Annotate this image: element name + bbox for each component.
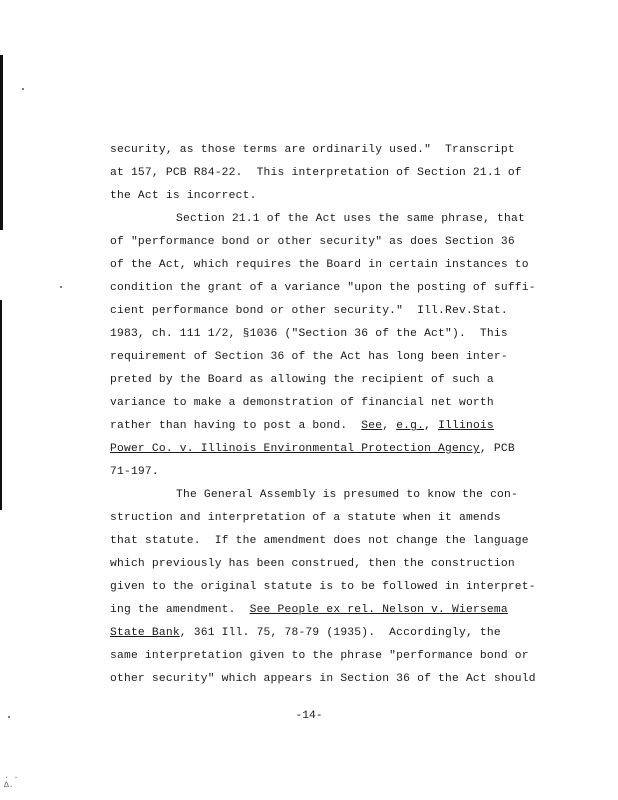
scan-speck <box>22 88 24 90</box>
text-line <box>110 346 510 369</box>
line-text: Section 21.1 of the Act uses the same phrase, that <box>176 213 525 225</box>
line-text: cient performance bond or other security." Ill.Rev.Stat. <box>110 305 508 317</box>
document-body <box>110 139 536 691</box>
text-line <box>110 438 515 461</box>
citation-text: Power Co. v. Illinois Environmental Protection Agency <box>110 443 480 455</box>
page-number: -14- <box>295 710 323 722</box>
line-text: struction and interpretation of a statute when it amends <box>110 512 501 524</box>
text-line <box>110 553 515 576</box>
citation-text: See <box>361 420 383 432</box>
text-line <box>110 254 529 277</box>
line-text: same interpretation given to the phrase "performance bond or <box>110 650 529 662</box>
scan-speck <box>60 286 62 288</box>
text-line <box>110 461 510 484</box>
text-line <box>110 599 510 622</box>
line-text: The General Assembly is presumed to know the con- <box>176 489 518 501</box>
text-line <box>110 392 510 415</box>
text-line <box>110 300 510 323</box>
citation-text: Illinois <box>438 420 494 432</box>
line-text: security, as those terms are ordinarily used." Transcript <box>110 144 515 156</box>
scan-edge-shadow <box>0 55 3 230</box>
text-line <box>110 622 510 645</box>
line-text: of the Act, which requires the Board in certain instances to <box>110 259 529 271</box>
text-line <box>110 415 510 438</box>
line-text: requirement of Section 36 of the Act has long been inter- <box>110 351 508 363</box>
line-text: , 361 Ill. 75, 78-79 (1935). Accordingly, the <box>179 627 501 639</box>
text-line <box>110 530 529 553</box>
line-text: that statute. If the amendment does not change the language <box>110 535 529 547</box>
line-text: 71-197. <box>110 466 159 478</box>
text-line <box>110 484 518 507</box>
line-text: the Act is incorrect. <box>110 190 257 202</box>
line-text: which previously has been construed, then the construction <box>110 558 515 570</box>
text-line <box>110 645 529 668</box>
text-line <box>110 323 510 346</box>
paragraph <box>110 208 536 484</box>
text-line <box>110 507 510 530</box>
text-line <box>110 576 536 599</box>
text-line <box>110 208 525 231</box>
line-text: condition the grant of a variance "upon the posting of suffi- <box>110 282 536 294</box>
text-line <box>110 231 515 254</box>
citation-text: e.g. <box>396 420 425 432</box>
scan-edge-shadow <box>0 300 2 510</box>
line-text: ing the amendment. <box>110 604 250 616</box>
line-text: , PCB <box>479 443 515 455</box>
line-text: 1983, ch. 111 1/2, §1036 ("Section 36 of the Act"). This <box>110 328 508 340</box>
line-text: given to the original statute is to be followed in interpret- <box>110 581 536 593</box>
line-text: , <box>382 420 397 432</box>
paragraph <box>110 484 536 691</box>
text-line <box>110 369 510 392</box>
line-text: rather than having to post a bond. <box>110 420 362 432</box>
paragraph <box>110 139 522 208</box>
text-line <box>110 139 515 162</box>
scan-corner-mark: . . Δ. <box>4 772 19 790</box>
line-text: , <box>424 420 439 432</box>
line-text: variance to make a demonstration of financial net worth <box>110 397 494 409</box>
text-line <box>110 162 522 185</box>
text-line <box>110 185 510 208</box>
text-line <box>110 668 536 691</box>
line-text: at 157, PCB R84-22. This interpretation of Section 21.1 of <box>110 167 522 179</box>
line-text: of "performance bond or other security" as does Section 36 <box>110 236 515 248</box>
line-text: other security" which appears in Section 36 of the Act should <box>110 673 536 685</box>
text-line <box>110 277 536 300</box>
citation-text: See People ex rel. Nelson v. Wiersema <box>249 604 508 616</box>
citation-text: State Bank <box>110 627 180 639</box>
line-text: preted by the Board as allowing the recipient of such a <box>110 374 494 386</box>
